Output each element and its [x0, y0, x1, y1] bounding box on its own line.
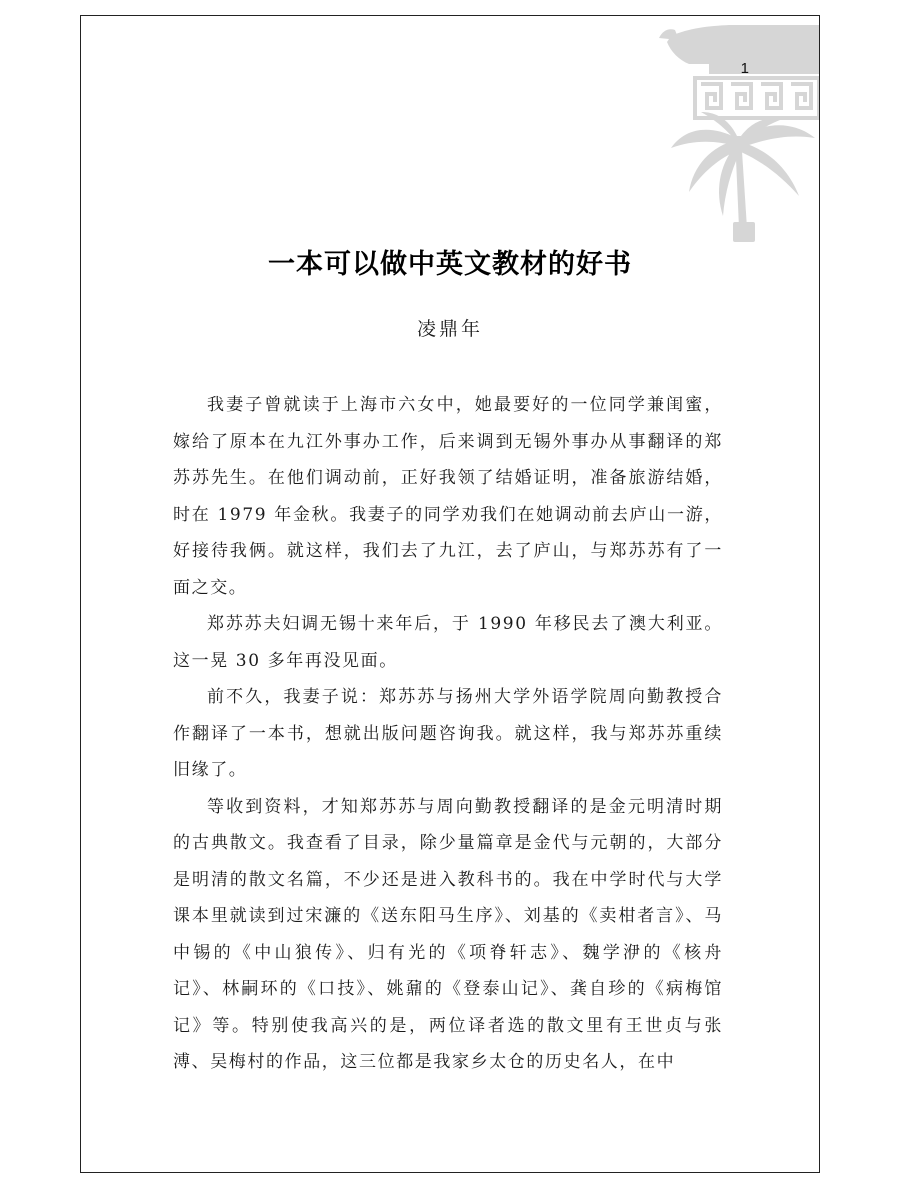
article-title: 一本可以做中英文教材的好书	[268, 249, 632, 280]
paragraph: 等收到资料，才知郑苏苏与周向勤教授翻译的是金元明清时期的古典散文。我查看了目录，除少量篇章是金代与元朝的，大部分是明清的散文名篇，不少还是进入教科书的。我在中学时代与大学课本里就读到过宋濂的《送东阳马生序》、刘基的《卖柑者言》、马中锡的《中山狼传》、归有光的《项脊轩志》、魏学洢的《核舟记》、林嗣环的《口技》、姚鼐的《登泰山记》、龚自珍的《病梅馆记》等。特别使我高兴的是，两位译者选的散文里有王世贞与张溥、吴梅村的作品，这三位都是我家乡太仓的历史名人，在中	[173, 796, 723, 1072]
article-body	[173, 387, 723, 1081]
paragraph: 前不久，我妻子说：郑苏苏与扬州大学外语学院周向勤教授合作翻译了一本书，想就出版问题咨询我。就这样，我与郑苏苏重续旧缘了。	[173, 687, 723, 780]
paragraph: 我妻子曾就读于上海市六女中，她最要好的一位同学兼闺蜜，嫁给了原本在九江外事办工作，后来调到无锡外事办从事翻译的郑苏苏先生。在他们调动前，正好我领了结婚证明，准备旅游结婚，时在 1979 年金秋。我妻子的同学劝我们在她调动前去庐山一游，好接待我俩。就这样，我们去了九江，去了庐山，与郑苏苏有了一面之交。	[173, 395, 723, 598]
page-number: 1	[740, 60, 749, 77]
pagoda-palm-ornament-icon	[649, 16, 819, 256]
page-frame	[80, 15, 820, 1173]
article-author: 凌鼎年	[416, 318, 483, 340]
paragraph: 郑苏苏夫妇调无锡十来年后，于 1990 年移民去了澳大利亚。这一晃 30 多年再没见面。	[173, 614, 723, 671]
